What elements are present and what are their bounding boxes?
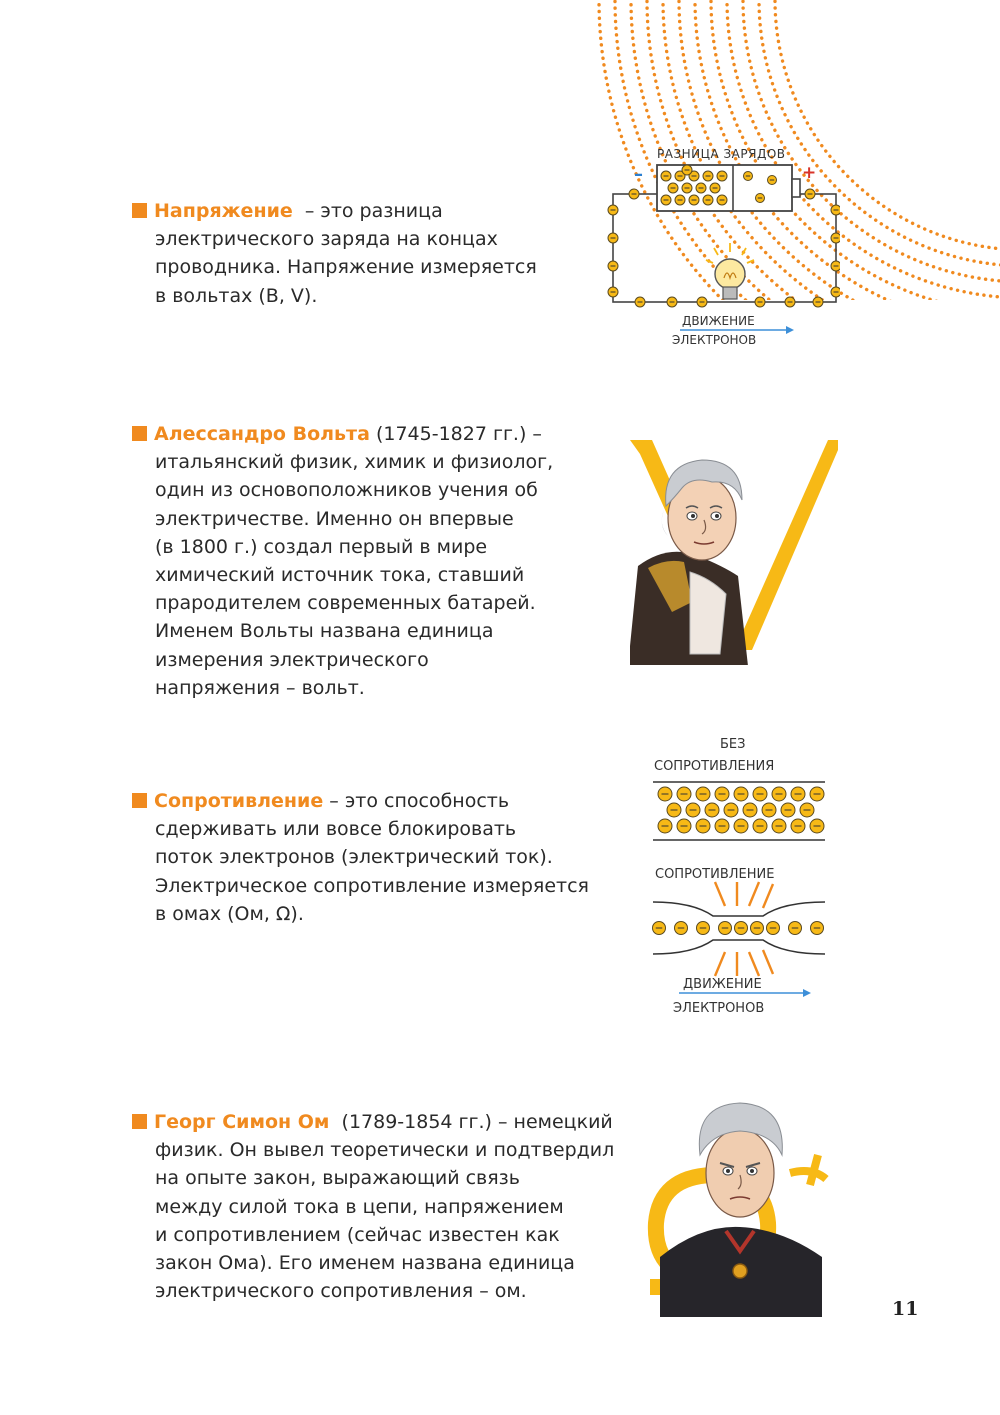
electron-icon — [658, 787, 672, 801]
no-resistance-label-1: БЕЗ — [720, 737, 746, 752]
electron-icon — [667, 803, 681, 817]
electron-icon — [810, 787, 824, 801]
electron-icon — [810, 819, 824, 833]
electron-flow-label-1: ДВИЖЕНИЕ — [683, 977, 762, 992]
text-line: на опыте закон, выражающий связь — [155, 1167, 520, 1190]
electron-icon — [753, 819, 767, 833]
electron-icon — [734, 819, 748, 833]
entry-volta — [132, 420, 602, 702]
electron-icon — [696, 183, 706, 193]
electron-icon — [629, 189, 639, 199]
electron-icon — [697, 922, 710, 935]
electron-flow-label-2: ЭЛЕКТРОНОВ — [673, 1001, 765, 1016]
electron-flow-label-2: ЭЛЕКТРОНОВ — [672, 333, 757, 347]
no-resistance-label-2: СОПРОТИВЛЕНИЯ — [654, 759, 775, 774]
electron-icon — [772, 819, 786, 833]
electron-icon — [744, 172, 753, 181]
electron-icon — [635, 297, 645, 307]
electron-icon — [703, 195, 713, 205]
electron-icon — [735, 922, 748, 935]
electron-icon — [608, 261, 618, 271]
light-bulb-icon — [706, 243, 754, 299]
text-line: один из основоположников учения об — [155, 479, 538, 502]
electron-icon — [608, 233, 618, 243]
entry-lead: (1789-1854 гг.) – немецкий — [329, 1111, 613, 1133]
electron-icon — [756, 194, 765, 203]
page-number: 11 — [892, 1298, 919, 1320]
electron-icon — [724, 803, 738, 817]
term-ohm: Георг Симон Ом — [154, 1111, 330, 1133]
resistance-illustration — [645, 730, 835, 1025]
bullet-marker — [132, 426, 147, 441]
entry-resistance — [132, 787, 602, 928]
electron-icon — [781, 803, 795, 817]
text-line: электричестве. Именно он впервые — [155, 507, 514, 530]
entry-ohm — [132, 1108, 615, 1305]
electron-icon — [675, 922, 688, 935]
electron-icon — [696, 787, 710, 801]
term-volta: Алессандро Вольта — [154, 423, 370, 445]
electron-icon — [717, 171, 727, 181]
electron-icon — [608, 287, 618, 297]
electron-icon — [682, 183, 692, 193]
entry-lead: – это способность — [323, 790, 510, 812]
electron-icon — [697, 297, 707, 307]
electron-icon — [811, 922, 824, 935]
electron-icon — [813, 297, 823, 307]
text-line: химический источник тока, ставший — [155, 564, 525, 587]
text-line: напряжения – вольт. — [155, 676, 365, 699]
charge-difference-label: РАЗНИЦА ЗАРЯДОВ — [657, 147, 786, 161]
electron-icon — [715, 787, 729, 801]
electron-icon — [768, 176, 777, 185]
minus-sign: – — [634, 164, 643, 185]
plus-sign: + — [802, 163, 817, 183]
electron-icon — [785, 297, 795, 307]
text-line: прародителем современных батарей. — [155, 592, 536, 615]
volta-portrait-illustration — [630, 440, 840, 665]
electron-icon — [734, 787, 748, 801]
electron-icon — [831, 233, 840, 243]
bullet-marker — [132, 203, 147, 218]
electron-icon — [719, 922, 732, 935]
term-resistance: Сопротивление — [154, 790, 324, 812]
electron-icon — [743, 803, 757, 817]
electron-icon — [661, 171, 671, 181]
electron-icon — [831, 205, 840, 215]
electron-icon — [751, 922, 764, 935]
electron-icon — [696, 819, 710, 833]
electron-flow-label-1: ДВИЖЕНИЕ — [682, 314, 755, 328]
electron-icon — [682, 165, 692, 175]
electron-icon — [767, 922, 780, 935]
electron-icon — [653, 922, 666, 935]
electron-icon — [661, 195, 671, 205]
text-line: проводника. Напряжение измеряется — [155, 256, 537, 279]
text-line: в омах (Ом, Ω). — [155, 902, 304, 925]
electron-icon — [705, 803, 719, 817]
text-line: Электрическое сопротивление измеряется — [155, 874, 589, 897]
electron-icon — [715, 819, 729, 833]
electron-icon — [800, 803, 814, 817]
bullet-marker — [132, 793, 147, 808]
text-line: закон Ома). Его именем названа единица — [155, 1252, 575, 1275]
text-line: и сопротивлением (сейчас известен как — [155, 1223, 560, 1246]
electron-icon — [703, 171, 713, 181]
electron-icon — [677, 787, 691, 801]
entry-lead: – это разница — [292, 200, 443, 222]
electron-icon — [689, 195, 699, 205]
electron-icon — [755, 297, 765, 307]
text-line: (в 1800 г.) создал первый в мире — [155, 535, 488, 558]
entry-lead: (1745-1827 гг.) – — [369, 423, 542, 445]
electron-icon — [791, 819, 805, 833]
electron-icon — [772, 787, 786, 801]
electron-icon — [805, 189, 815, 199]
electron-icon — [831, 261, 840, 271]
electron-icon — [686, 803, 700, 817]
text-line: Именем Вольты названа единица — [155, 620, 494, 643]
text-line: в вольтах (В, V). — [155, 284, 318, 307]
entry-voltage — [132, 197, 602, 310]
ohm-portrait-illustration — [640, 1095, 840, 1320]
resistance-label: СОПРОТИВЛЕНИЕ — [655, 867, 775, 882]
text-line: электрического заряда на концах — [155, 228, 498, 251]
electron-icon — [717, 195, 727, 205]
text-line: физик. Он вывел теоретически и подтвердил — [155, 1139, 615, 1162]
arrow-right-icon — [786, 326, 794, 334]
bullet-marker — [132, 1114, 147, 1129]
electron-icon — [608, 205, 618, 215]
text-line: электрического сопротивления – ом. — [155, 1280, 527, 1303]
text-line: сдерживать или вовсе блокировать — [155, 818, 517, 841]
electron-icon — [667, 297, 677, 307]
electron-icon — [789, 922, 802, 935]
ohm-face — [706, 1129, 774, 1217]
electron-icon — [831, 287, 840, 297]
electron-icon — [762, 803, 776, 817]
electron-icon — [677, 819, 691, 833]
text-line: поток электронов (электрический ток). — [155, 846, 553, 869]
text-line: итальянский физик, химик и физиолог, — [155, 451, 554, 474]
text-line: между силой тока в цепи, напряжением — [155, 1195, 564, 1218]
electron-icon — [791, 787, 805, 801]
electron-icon — [668, 183, 678, 193]
electron-icon — [753, 787, 767, 801]
text-line: измерения электрического — [155, 648, 429, 671]
electron-icon — [658, 819, 672, 833]
voltage-circuit-illustration — [600, 140, 840, 355]
electron-icon — [710, 183, 720, 193]
arrow-right-icon — [803, 989, 811, 997]
electron-icon — [675, 195, 685, 205]
term-voltage: Напряжение — [154, 200, 293, 222]
